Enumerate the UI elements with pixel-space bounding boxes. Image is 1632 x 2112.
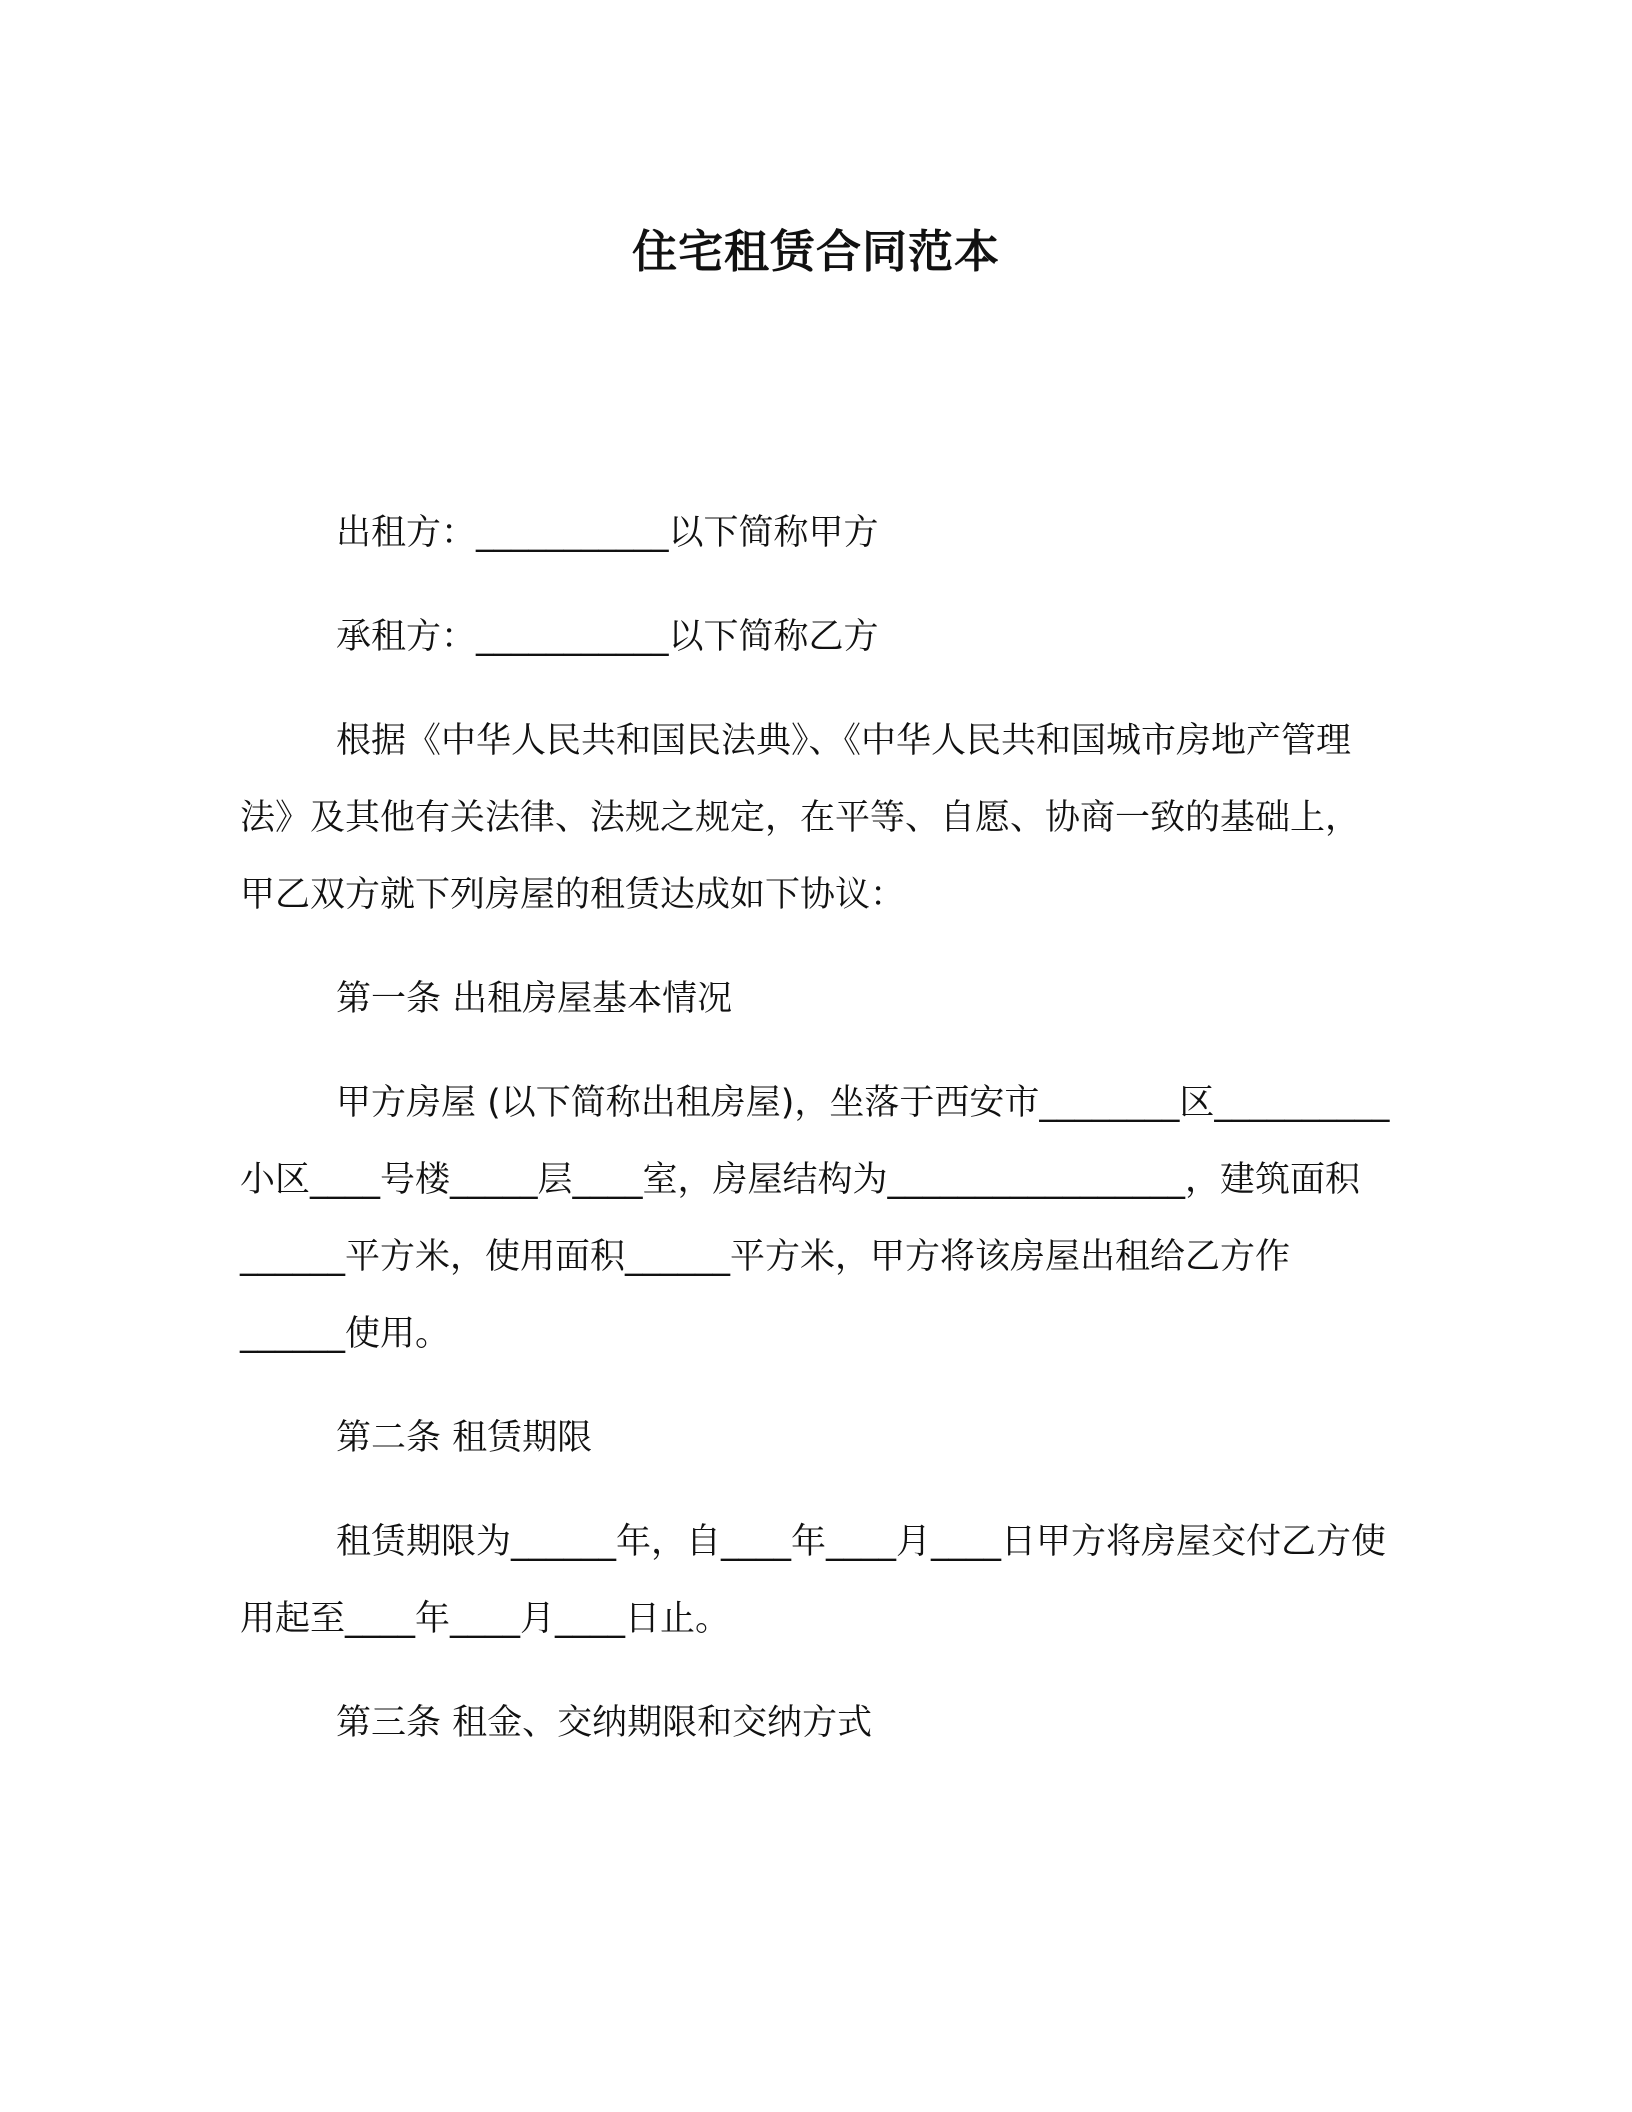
preamble-paragraph: 根据《中华人民共和国民法典》、《中华人民共和国城市房地产管理法》及其他有关法律、法规之规定，在平等、自愿、协商一致的基础上，甲乙双方就下列房屋的租赁达成如下协议： [240,721,1361,915]
article1-body: 甲方房屋 (以下简称出租房屋)，坐落于西安市________区__________小区____号楼_____层____室，房屋结构为_________________，建筑面积______平方米，使用面积______平方米，甲方将该房屋出租给乙方作______使用。 [240,1083,1390,1354]
document-body [240,495,1390,1789]
document-title: 住宅租赁合同范本 [631,225,1000,278]
article2-body: 租赁期限为______年，自____年____月____日甲方将房屋交付乙方使用起至____年____月____日止。 [240,1522,1387,1639]
article2-heading: 第二条 租赁期限 [336,1418,593,1458]
lessor-line: 出租方：___________以下简称甲方 [336,513,879,553]
lessee-line: 承租方：___________以下简称乙方 [336,617,879,657]
article1-heading: 第一条 出租房屋基本情况 [336,979,733,1019]
article3-heading: 第三条 租金、交纳期限和交纳方式 [336,1703,873,1743]
